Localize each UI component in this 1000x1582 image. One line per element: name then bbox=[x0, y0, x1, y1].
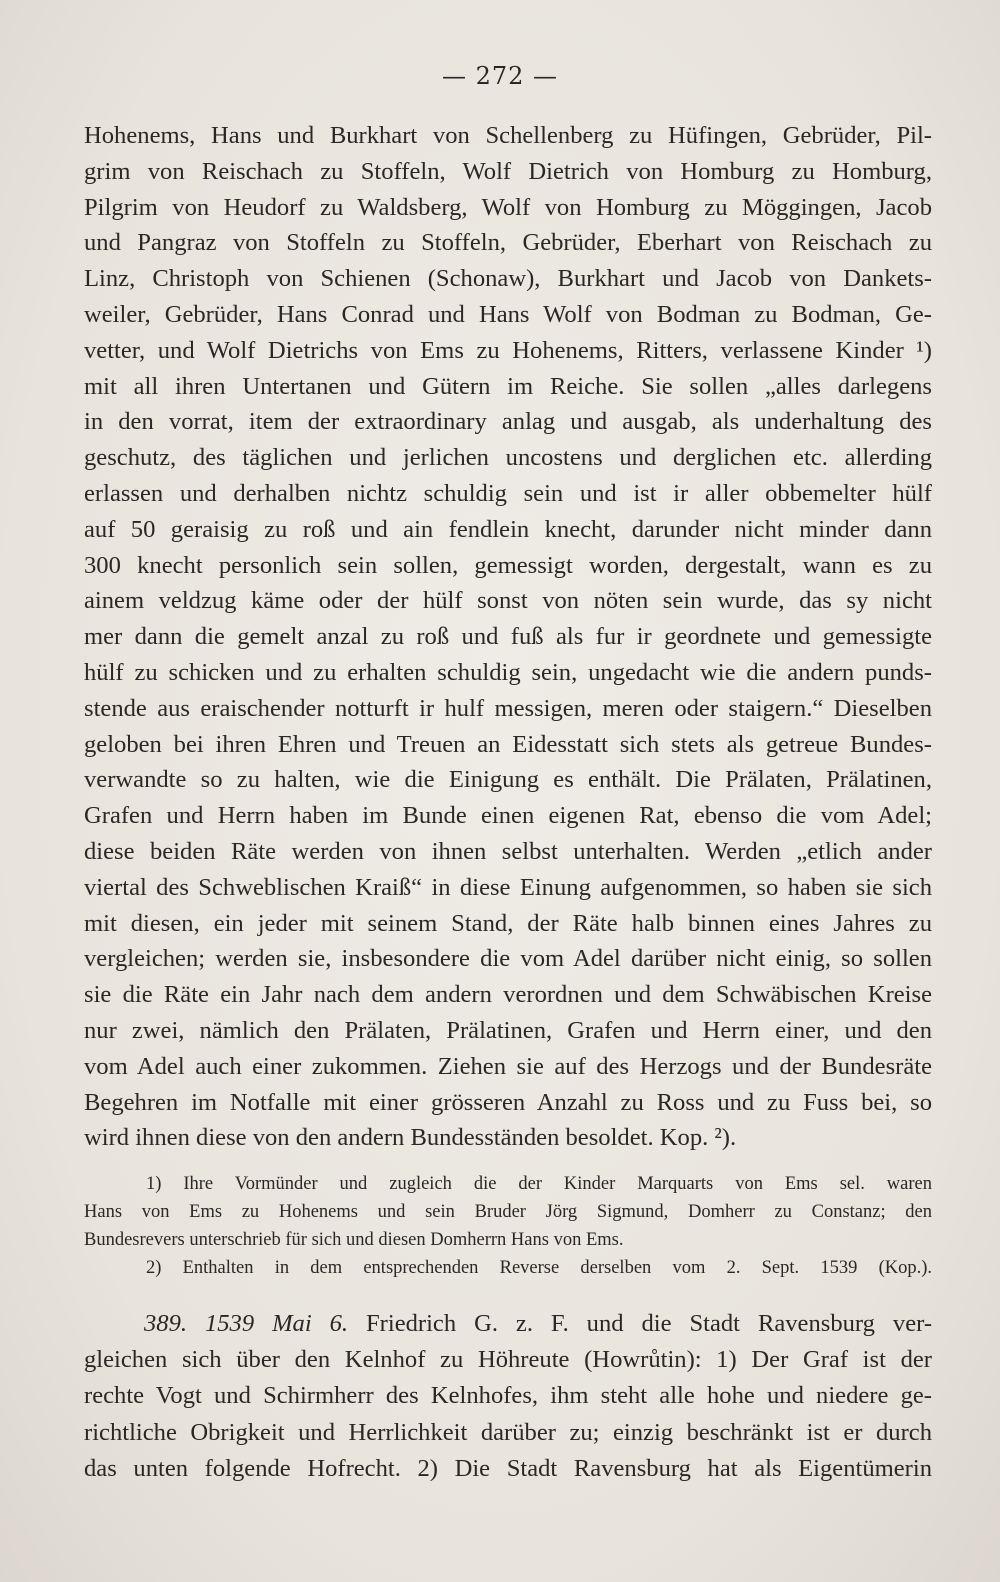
text-line: geschutz, des täglichen und jerlichen uncostens und derglichen etc. allerding bbox=[84, 444, 932, 472]
text-line: weiler, Gebrüder, Hans Conrad und Hans Wolf von Bodman zu Bodman, Ge- bbox=[84, 300, 932, 328]
text-line: erlassen und derhalben nichtz schuldig sein und ist ir aller obbemelter hülf bbox=[84, 479, 932, 507]
text-line: mit diesen, ein jeder mit seinem Stand, der Räte halb binnen eines Jahres zu bbox=[84, 909, 932, 937]
entry-first-text: Friedrich G. z. F. und die Stadt Ravensburg ver- bbox=[366, 1310, 932, 1337]
main-text-block bbox=[84, 118, 932, 1156]
entry-line: rechte Vogt und Schirmherr des Kelnhofes, ihm steht alle hohe und niedere ge- bbox=[84, 1382, 932, 1410]
text-line: vergleichen; werden sie, insbesondere die vom Adel darüber nicht einig, so sollen bbox=[84, 945, 932, 973]
footnote-1-line: Hans von Ems zu Hohenems und sein Bruder Jörg Sigmund, Domherr zu Constanz; den bbox=[84, 1202, 932, 1222]
footnote-1-line: 1) Ihre Vormünder und zugleich die der Kinder Marquarts von Ems sel. waren bbox=[146, 1174, 932, 1194]
footnote-2: 2) Enthalten in dem entsprechenden Reverse derselben vom 2. Sept. 1539 (Kop.). bbox=[146, 1258, 932, 1278]
text-line: ainem veldzug käme oder der hülf sonst von nöten sein wurde, das sy nicht bbox=[84, 587, 932, 615]
text-line: viertal des Schweblischen Kraiß“ in diese Einung aufgenommen, so haben sie sich bbox=[84, 873, 932, 901]
text-line: mit all ihren Untertanen und Gütern im Reiche. Sie sollen „alles darlegens bbox=[84, 372, 932, 400]
footnotes-block bbox=[84, 1170, 932, 1282]
entry-heading: 389. 1539 Mai 6. bbox=[144, 1310, 349, 1337]
entry-first-line bbox=[84, 1306, 932, 1342]
entry-line: das unten folgende Hofrecht. 2) Die Stadt Ravensburg hat als Eigentümerin bbox=[84, 1454, 932, 1482]
text-line: grim von Reischach zu Stoffeln, Wolf Dietrich von Homburg zu Homburg, bbox=[84, 157, 932, 185]
page-number-header: — 272 — bbox=[441, 62, 559, 90]
text-line: 300 knecht personlich sein sollen, gemessigt worden, dergestalt, wann es zu bbox=[84, 551, 932, 579]
entry-line: gleichen sich über den Kelnhof zu Höhreute (Howrůtin): 1) Der Graf ist der bbox=[84, 1346, 932, 1374]
text-line: vom Adel auch einer zukommen. Ziehen sie auf des Herzogs und der Bundesräte bbox=[84, 1052, 932, 1080]
footnote-1-line: Bundesrevers unterschrieb für sich und diesen Domherrn Hans von Ems. bbox=[84, 1230, 624, 1250]
text-line: Hohenems, Hans und Burkhart von Schellenberg zu Hüfingen, Gebrüder, Pil- bbox=[84, 122, 932, 149]
entry-line: richtliche Obrigkeit und Herrlichkeit darüber zu; einzig beschränkt ist er durch bbox=[84, 1418, 932, 1446]
text-line: Begehren im Notfalle mit einer grösseren Anzahl zu Ross und zu Fuss bei, so bbox=[84, 1088, 932, 1116]
text-line: und Pangraz von Stoffeln zu Stoffeln, Gebrüder, Eberhart von Reischach zu bbox=[84, 229, 932, 257]
text-line: hülf zu schicken und zu erhalten schuldig sein, ungedacht wie die andern punds- bbox=[84, 658, 932, 686]
text-line: wird ihnen diese von den andern Bundesständen besoldet. Kop. ²). bbox=[84, 1124, 737, 1152]
text-line: vetter, und Wolf Dietrichs von Ems zu Hohenems, Ritters, verlassene Kinder ¹) bbox=[84, 336, 932, 364]
text-line: stende aus eraischender notturft ir hulf messigen, meren oder staigern.“ Dieselben bbox=[84, 694, 932, 722]
text-line: geloben bei ihren Ehren und Treuen an Eidesstatt sich stets als getreue Bundes- bbox=[84, 730, 932, 758]
document-entry-389 bbox=[84, 1306, 932, 1487]
text-line: sie die Räte ein Jahr nach dem andern verordnen und dem Schwäbischen Kreise bbox=[84, 981, 932, 1009]
text-line: Grafen und Herrn haben im Bunde einen eigenen Rat, ebenso die vom Adel; bbox=[84, 802, 932, 830]
text-line: mer dann die gemelt anzal zu roß und fuß als fur ir geordnete und gemessigte bbox=[84, 623, 932, 651]
text-line: Linz, Christoph von Schienen (Schonaw), Burkhart und Jacob von Dankets- bbox=[84, 265, 932, 293]
text-line: verwandte so zu halten, wie die Einigung es enthält. Die Prälaten, Prälatinen, bbox=[84, 766, 932, 794]
text-line: Pilgrim von Heudorf zu Waldsberg, Wolf von Homburg zu Möggingen, Jacob bbox=[84, 193, 932, 221]
text-line: diese beiden Räte werden von ihnen selbst unterhalten. Werden „etlich ander bbox=[84, 837, 932, 865]
text-line: in den vorrat, item der extraordinary anlag und ausgab, als underhaltung des bbox=[84, 408, 932, 436]
text-line: auf 50 geraisig zu roß und ain fendlein knecht, darunder nicht minder dann bbox=[84, 515, 932, 543]
text-line: nur zwei, nämlich den Prälaten, Prälatinen, Grafen und Herrn einer, und den bbox=[84, 1016, 932, 1044]
